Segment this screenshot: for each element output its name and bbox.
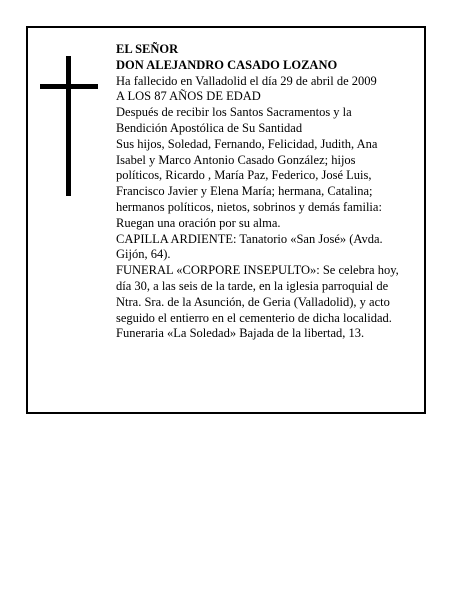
body-line: Bendición Apostólica de Su Santidad <box>116 120 303 135</box>
obituary-notice <box>26 26 426 414</box>
age-line: A LOS 87 AÑOS DE EDAD <box>116 89 261 104</box>
body-line: políticos, Ricardo , María Paz, Federico, José Luis, <box>116 168 372 183</box>
deceased-name: DON ALEJANDRO CASADO LOZANO <box>116 57 338 72</box>
obituary-text <box>116 42 430 342</box>
body-line: Después de recibir los Santos Sacramentos y la <box>116 105 352 120</box>
funeral-line: FUNERAL «CORPORE INSEPULTO»: Se celebra hoy, <box>116 263 399 278</box>
body-line: hermanos políticos, nietos, sobrinos y demás familia: <box>116 199 382 214</box>
body-line: Francisco Javier y Elena María; hermana, Catalina; <box>116 184 373 199</box>
title-line: EL SEÑOR <box>116 42 179 56</box>
funeral-line: día 30, a las seis de la tarde, en la iglesia parroquial de <box>116 278 389 293</box>
funeral-line: seguido el entierro en el cementerio de dicha localidad. <box>116 310 392 325</box>
body-line: Sus hijos, Soledad, Fernando, Felicidad, Judith, Ana <box>116 136 378 151</box>
funeral-line: Ntra. Sra. de la Asunción, de Geria (Valladolid), y acto <box>116 294 390 309</box>
funeral-home-line: Funeraria «La Soledad» Bajada de la libertad, 13. <box>116 326 365 341</box>
cross-icon <box>40 56 98 196</box>
body-line: Ruegan una oración por su alma. <box>116 215 281 230</box>
death-date-line: Ha fallecido en Valladolid el día 29 de abril de 2009 <box>116 73 377 88</box>
chapel-line: Gijón, 64). <box>116 247 171 262</box>
chapel-line: CAPILLA ARDIENTE: Tanatorio «San José» (Avda. <box>116 231 383 246</box>
body-line: Isabel y Marco Antonio Casado González; hijos <box>116 152 356 167</box>
